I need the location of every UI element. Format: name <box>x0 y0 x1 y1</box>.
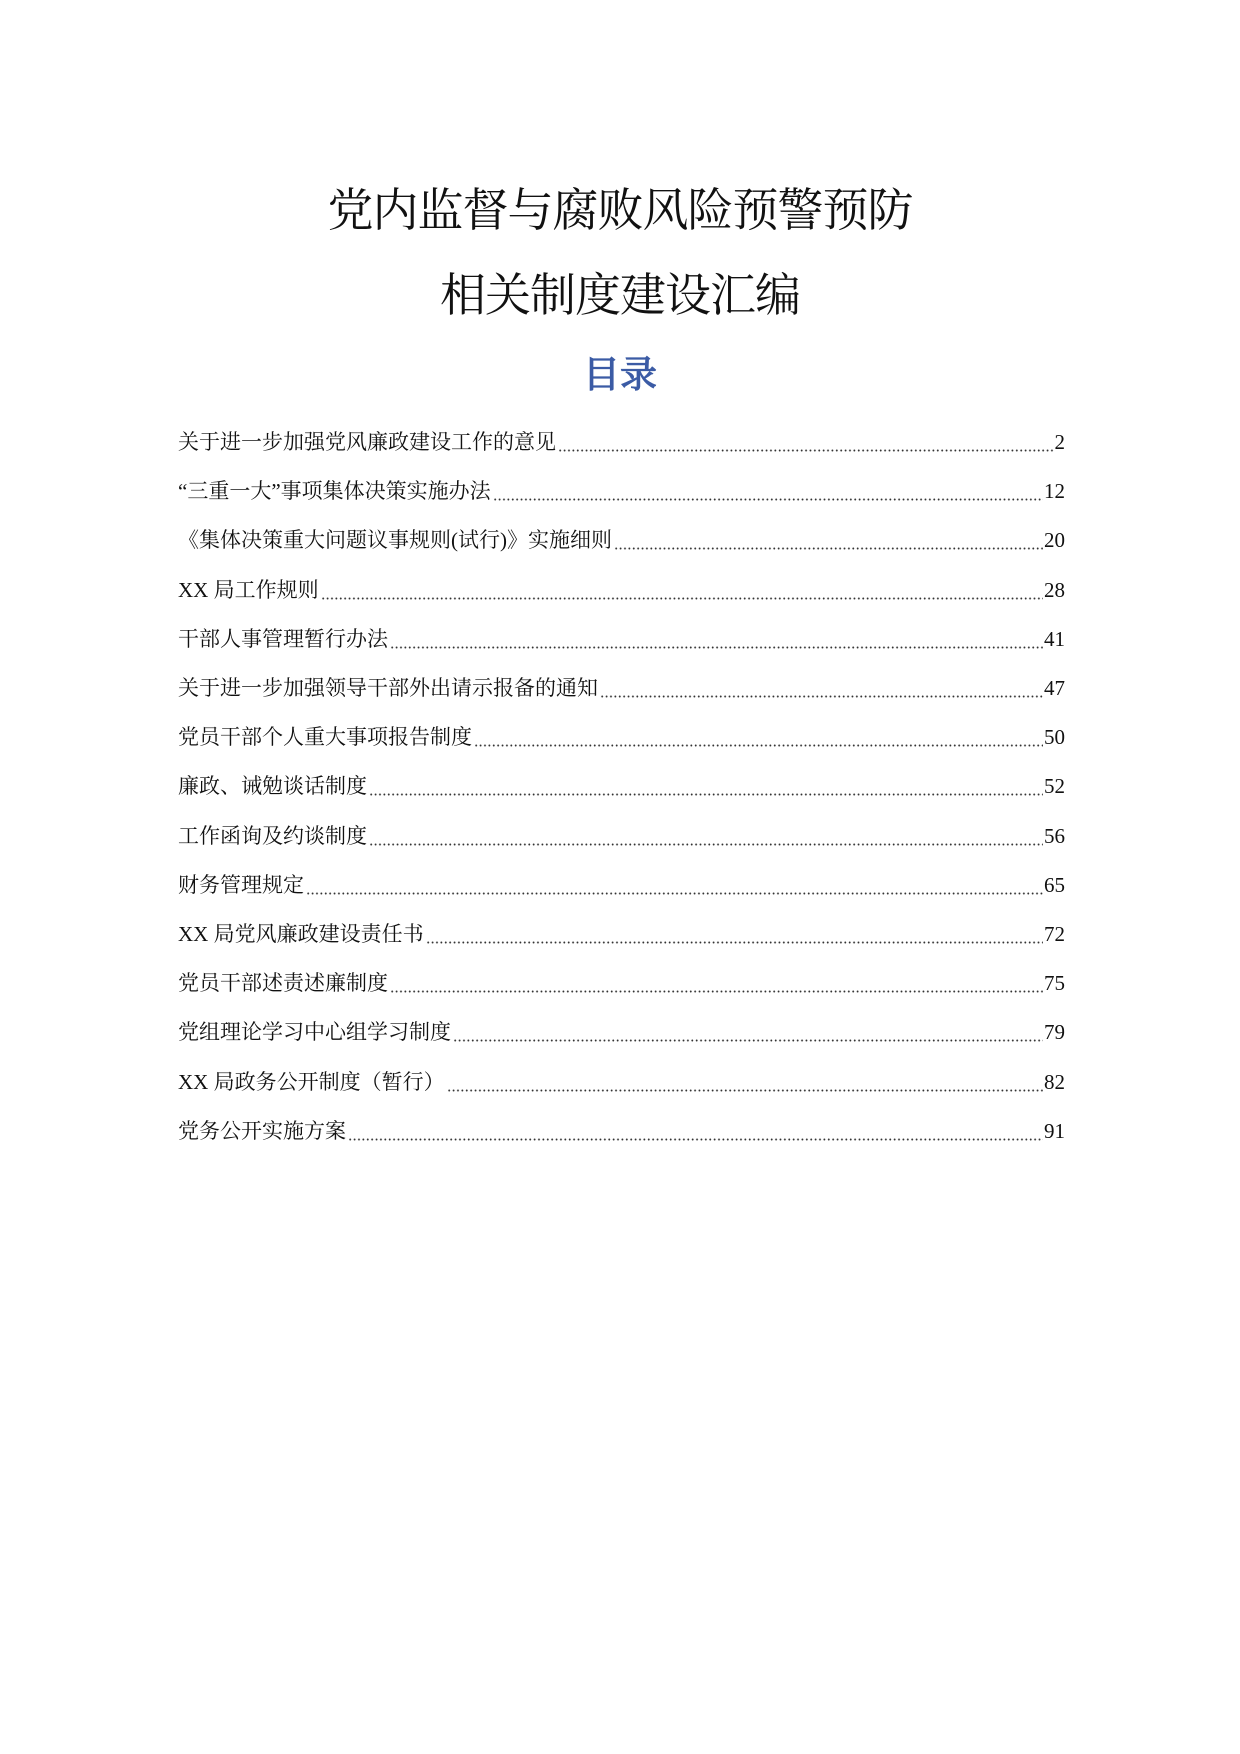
toc-dot-leader <box>614 547 1043 550</box>
toc-dot-leader <box>390 646 1043 649</box>
toc-entry-title: XX 局党风廉政建设责任书 <box>178 921 424 946</box>
toc-entry[interactable] <box>178 615 1065 664</box>
toc-entry-title: 干部人事管理暂行办法 <box>178 626 388 651</box>
toc-entry-page: 82 <box>1044 1069 1065 1094</box>
toc-entry[interactable] <box>178 910 1065 959</box>
toc-dot-leader <box>558 449 1054 452</box>
toc-entry-title: 工作函询及约谈制度 <box>178 823 367 848</box>
toc-entry-page: 20 <box>1044 528 1065 553</box>
toc-dot-leader <box>369 793 1043 796</box>
toc-entry-page: 91 <box>1044 1118 1065 1143</box>
toc-entry-page: 75 <box>1044 971 1065 996</box>
toc-entry[interactable] <box>178 812 1065 861</box>
toc-entry[interactable] <box>178 516 1065 565</box>
toc-entry-title: XX 局政务公开制度（暂行） <box>178 1069 445 1094</box>
toc-dot-leader <box>426 941 1043 944</box>
toc-entry-page: 28 <box>1044 577 1065 602</box>
toc-entry[interactable] <box>178 1107 1065 1156</box>
toc-entry[interactable] <box>178 762 1065 811</box>
toc-entry-page: 50 <box>1044 725 1065 750</box>
toc-dot-leader <box>453 1039 1043 1042</box>
toc-entry[interactable] <box>178 713 1065 762</box>
toc-dot-leader <box>493 498 1043 501</box>
toc-entry-page: 12 <box>1044 479 1065 504</box>
toc-entry[interactable] <box>178 1008 1065 1057</box>
toc-entry-page: 47 <box>1044 676 1065 701</box>
toc-dot-leader <box>369 843 1043 846</box>
toc-entry-page: 2 <box>1054 430 1065 455</box>
toc-entry-page: 52 <box>1044 774 1065 799</box>
toc-entry[interactable] <box>178 566 1065 615</box>
toc-dot-leader <box>306 892 1043 895</box>
toc-entry-title: 财务管理规定 <box>178 872 304 897</box>
toc-entry[interactable] <box>178 467 1065 516</box>
toc-dot-leader <box>390 990 1043 993</box>
toc-entry-title: “三重一大”事项集体决策实施办法 <box>178 479 491 504</box>
toc-entry-page: 79 <box>1044 1020 1065 1045</box>
document-title-line-2: 相关制度建设汇编 <box>440 268 800 322</box>
toc-entry-title: XX 局工作规则 <box>178 577 319 602</box>
toc-entry[interactable] <box>178 664 1065 713</box>
toc-entry[interactable] <box>178 418 1065 467</box>
toc-entry-title: 党组理论学习中心组学习制度 <box>178 1020 451 1045</box>
table-of-contents <box>178 418 1065 1156</box>
toc-dot-leader <box>348 1138 1043 1141</box>
toc-entry-page: 56 <box>1044 823 1065 848</box>
toc-entry-page: 41 <box>1044 626 1065 651</box>
toc-entry-title: 关于进一步加强党风廉政建设工作的意见 <box>178 430 556 455</box>
document-title-line-1: 党内监督与腐败风险预警预防 <box>327 183 913 237</box>
toc-entry[interactable] <box>178 959 1065 1008</box>
toc-entry-title: 廉政、诫勉谈话制度 <box>178 774 367 799</box>
toc-entry-title: 党务公开实施方案 <box>178 1118 346 1143</box>
toc-entry-title: 《集体决策重大问题议事规则(试行)》实施细则 <box>178 528 612 553</box>
toc-entry-title: 党员干部述责述廉制度 <box>178 971 388 996</box>
toc-entry-title: 党员干部个人重大事项报告制度 <box>178 725 472 750</box>
toc-dot-leader <box>600 695 1043 698</box>
toc-entry-page: 65 <box>1044 872 1065 897</box>
toc-entry[interactable] <box>178 861 1065 910</box>
toc-dot-leader <box>321 597 1043 600</box>
toc-dot-leader <box>447 1089 1043 1092</box>
toc-dot-leader <box>474 744 1043 747</box>
toc-heading: 目录 <box>583 353 657 396</box>
toc-entry[interactable] <box>178 1057 1065 1106</box>
toc-entry-title: 关于进一步加强领导干部外出请示报备的通知 <box>178 676 598 701</box>
toc-entry-page: 72 <box>1044 921 1065 946</box>
